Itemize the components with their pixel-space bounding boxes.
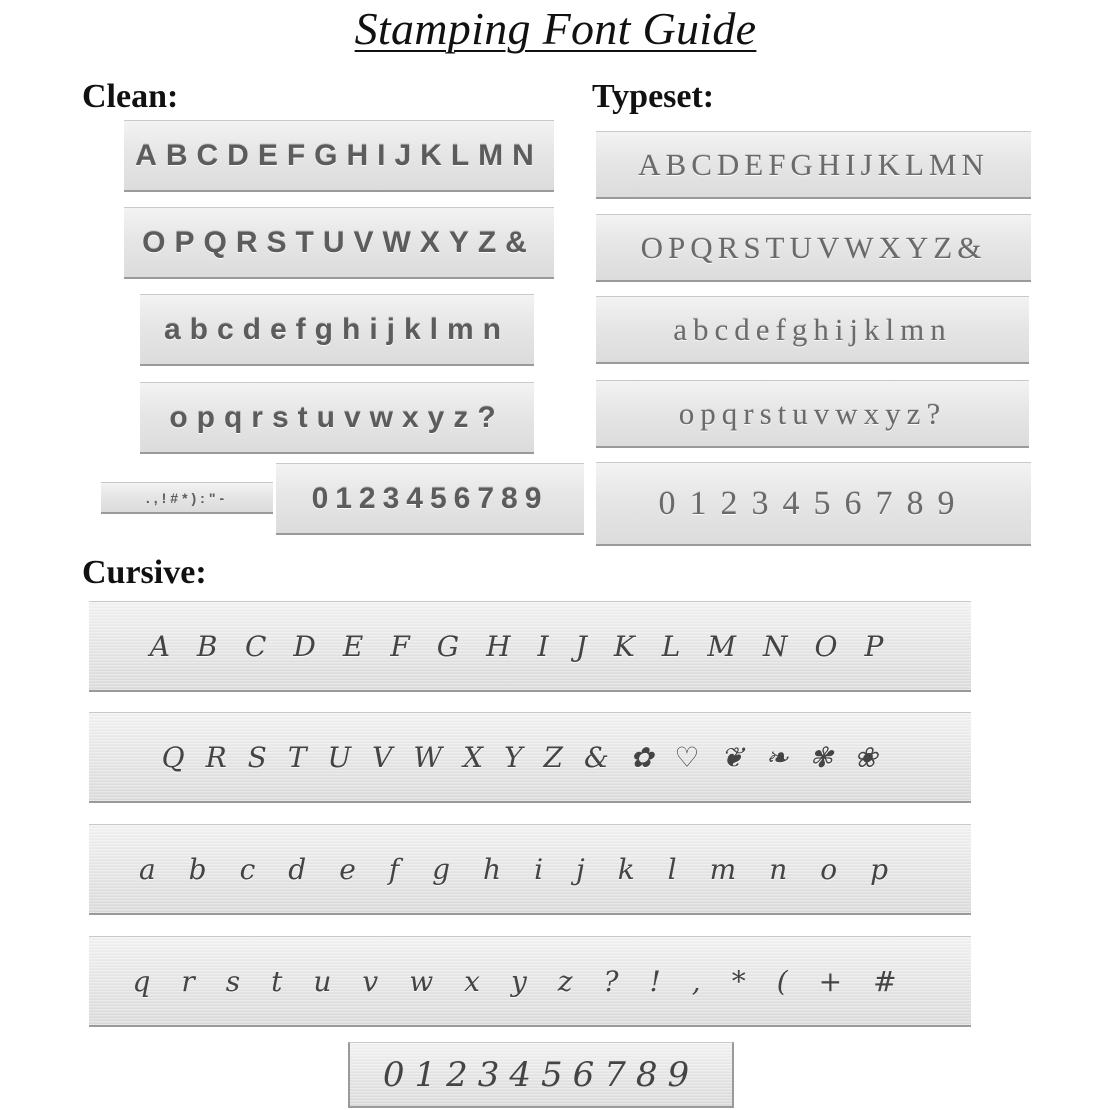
page-title: Stamping Font Guide	[354, 3, 757, 54]
cursive-plate-digits	[348, 1042, 734, 1108]
clean-plate-lowercase-2	[140, 382, 534, 454]
clean-plate-lowercase-1	[140, 294, 534, 366]
clean-plate-text: .,!#*):"-	[145, 489, 229, 506]
typeset-plate-text: OPQRSTUVWXYZ&	[640, 229, 987, 265]
typeset-plate-text: abcdefghijklmn	[673, 311, 952, 347]
cursive-plate-uppercase-2	[89, 712, 971, 803]
cursive-plate-text: ABCDEFGHIJKLMNOP	[149, 629, 911, 663]
cursive-plate-text: 0123456789	[382, 1054, 700, 1095]
clean-plate-punctuation	[101, 482, 273, 514]
clean-plate-text: opqrstuvwxyz?	[169, 400, 505, 434]
cursive-plate-uppercase-1	[89, 601, 971, 692]
cursive-plate-text: abcdefghijklmnop	[138, 852, 922, 886]
cursive-plate-lowercase-2	[89, 936, 971, 1027]
typeset-plate-uppercase-1	[596, 131, 1031, 199]
clean-plate-uppercase-2	[124, 207, 554, 279]
clean-plate-text: abcdefghijklmn	[163, 312, 511, 346]
typeset-plate-lowercase-2	[596, 380, 1029, 448]
typeset-plate-text: ABCDEFGHIJKLMN	[638, 146, 989, 182]
clean-plate-text: ABCDEFGHIJKLMN	[135, 138, 543, 172]
clean-section-label: Clean:	[82, 78, 179, 115]
typeset-section-label: Typeset:	[592, 78, 715, 115]
cursive-plate-text: QRSTUVWXYZ&✿♡❦❧✾❀	[161, 740, 899, 774]
cursive-section-label: Cursive:	[82, 554, 207, 591]
cursive-plate-text: qrstuvwxyz?!,*(+#	[132, 964, 928, 998]
typeset-plate-text: opqrstuvwxyz?	[678, 395, 947, 431]
typeset-plate-uppercase-2	[596, 214, 1031, 282]
typeset-plate-digits	[596, 462, 1031, 546]
clean-plate-uppercase-1	[124, 120, 554, 192]
typeset-plate-text: 0123456789	[658, 484, 969, 522]
clean-plate-text: 0123456789	[311, 481, 549, 515]
clean-plate-text: OPQRSTUVWXYZ&	[142, 225, 536, 259]
cursive-plate-lowercase-1	[89, 824, 971, 915]
typeset-plate-lowercase-1	[596, 296, 1029, 364]
clean-plate-digits	[276, 463, 584, 535]
